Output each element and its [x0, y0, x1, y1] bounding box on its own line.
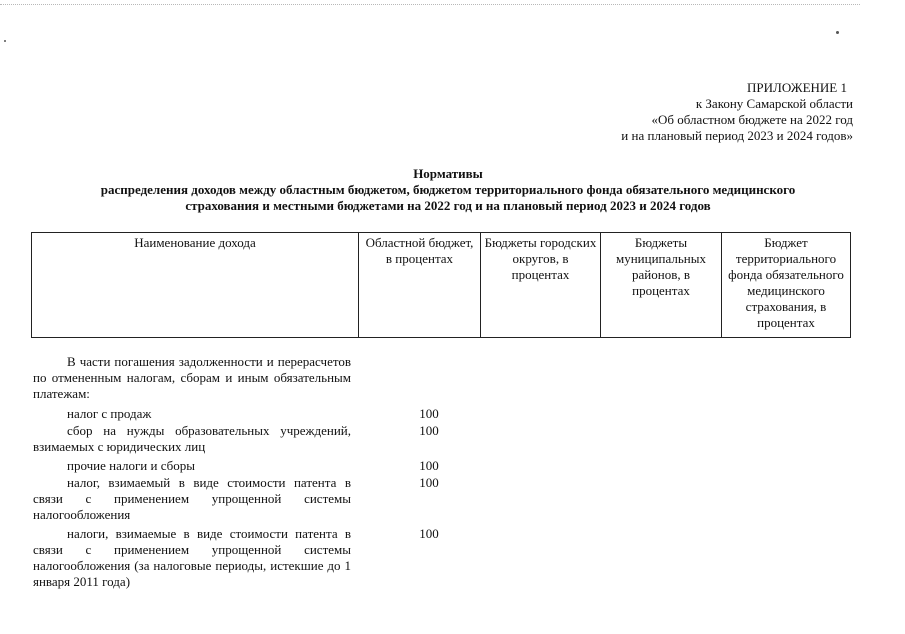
- scan-speck: [836, 31, 839, 34]
- column-header-medical-insurance-fund: Бюджет территориального фонда обязательного медицинского страхования, в процентах: [722, 233, 851, 338]
- table-header-row: [32, 233, 851, 338]
- appendix-title: ПРИЛОЖЕНИЕ 1: [747, 80, 847, 95]
- row-income-name: налог с продаж: [67, 406, 152, 421]
- heading-title: Нормативы: [413, 166, 483, 181]
- row-income-name: сбор на нужды образовательных учреждений, взимаемых с юридических лиц: [33, 423, 351, 454]
- appendix-law-line: к Закону Самарской области: [695, 96, 853, 111]
- section-text: В части погашения задолженности и перерасчетов по отмененным налогам, сборам и иным обязательным платежам:: [33, 354, 351, 401]
- row-regional-percent: 100: [419, 406, 439, 421]
- appendix-law-line: «Об областном бюджете на 2022 год: [651, 112, 853, 127]
- column-header-regional-budget: Областной бюджет, в процентах: [359, 233, 481, 338]
- heading-subtitle-line: страхования и местными бюджетами на 2022 год и на плановый период 2023 и 2024 годов: [185, 198, 711, 213]
- row-income-name: налоги, взимаемые в виде стоимости патента в связи с применением упрощенной системы налогообложения (за налоговые периоды, истекшие до 1 января 2011 года): [33, 526, 351, 589]
- heading-subtitle-line: распределения доходов между областным бюджетом, бюджетом территориального фонда обязательного медицинского: [100, 182, 796, 197]
- row-regional-percent: 100: [419, 526, 439, 541]
- scan-border-artifact: [0, 4, 860, 5]
- row-regional-percent: 100: [419, 458, 439, 473]
- appendix-law-line: и на плановый период 2023 и 2024 годов»: [621, 128, 853, 143]
- row-income-name: налог, взимаемый в виде стоимости патента в связи с применением упрощенной системы налогообложения: [33, 475, 351, 522]
- column-header-municipal-districts: Бюджеты муниципальных районов, в процентах: [601, 233, 722, 338]
- row-income-name: прочие налоги и сборы: [67, 458, 195, 473]
- column-header-city-districts: Бюджеты городских округов, в процентах: [481, 233, 601, 338]
- document-heading: [28, 166, 868, 214]
- scan-speck: [4, 40, 6, 42]
- row-regional-percent: 100: [419, 423, 439, 438]
- revenue-table-header: [31, 232, 851, 338]
- appendix-block: [533, 80, 853, 144]
- row-regional-percent: 100: [419, 475, 439, 490]
- column-header-income-name: Наименование дохода: [32, 233, 359, 338]
